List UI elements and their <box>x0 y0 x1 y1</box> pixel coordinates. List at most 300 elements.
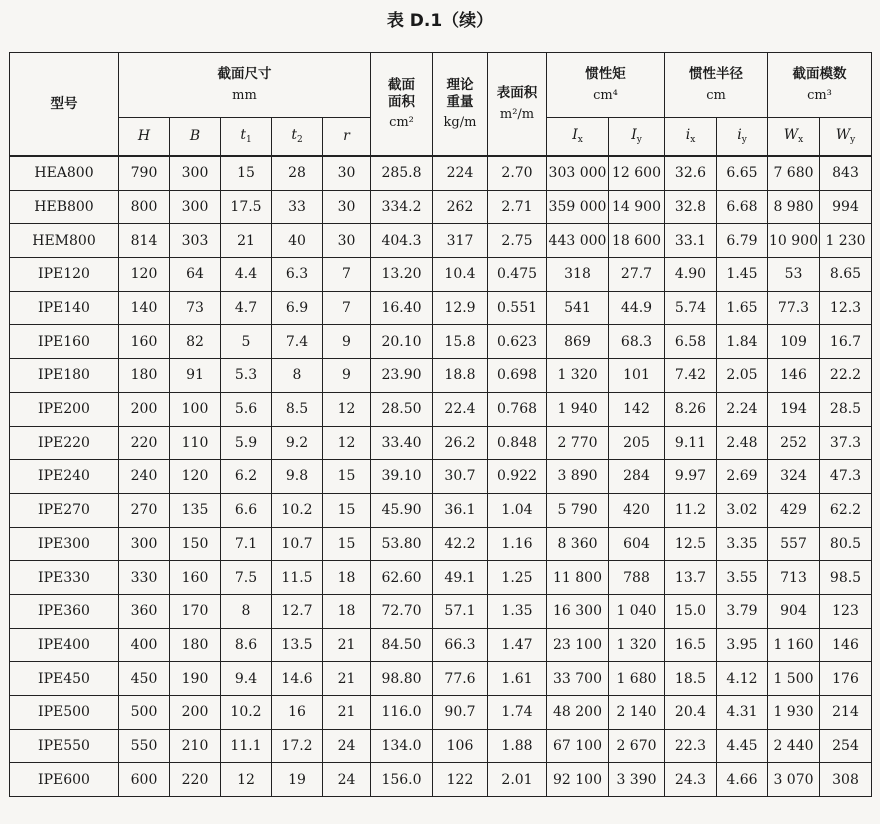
value-cell: 1.45 <box>717 258 768 292</box>
table-row <box>10 190 872 224</box>
value-cell: 13.5 <box>272 628 323 662</box>
value-cell: 160 <box>119 325 170 359</box>
model-cell: HEA800 <box>10 156 119 190</box>
value-cell: 324 <box>768 460 820 494</box>
value-cell: 2.48 <box>717 426 768 460</box>
value-cell: 1.47 <box>488 628 547 662</box>
value-cell: 16.5 <box>665 628 717 662</box>
value-cell: 1 230 <box>820 224 872 258</box>
value-cell: 72.70 <box>371 594 433 628</box>
table-row <box>10 325 872 359</box>
value-cell: 180 <box>119 359 170 393</box>
value-cell: 270 <box>119 493 170 527</box>
value-cell: 17.5 <box>221 190 272 224</box>
value-cell: 10.2 <box>272 493 323 527</box>
value-cell: 4.66 <box>717 763 768 797</box>
model-cell: IPE400 <box>10 628 119 662</box>
value-cell: 146 <box>768 359 820 393</box>
value-cell: 869 <box>547 325 609 359</box>
table-body <box>10 156 872 797</box>
value-cell: 16.7 <box>820 325 872 359</box>
value-cell: 68.3 <box>609 325 665 359</box>
value-cell: 11.2 <box>665 493 717 527</box>
value-cell: 16 300 <box>547 594 609 628</box>
value-cell: 317 <box>433 224 488 258</box>
value-cell: 116.0 <box>371 696 433 730</box>
value-cell: 1 930 <box>768 696 820 730</box>
value-cell: 7.4 <box>272 325 323 359</box>
header-modulus: 截面模数 cm³ <box>768 53 872 118</box>
value-cell: 48 200 <box>547 696 609 730</box>
header-model: 型号 <box>10 53 119 157</box>
value-cell: 604 <box>609 527 665 561</box>
value-cell: 110 <box>170 426 221 460</box>
value-cell: 26.2 <box>433 426 488 460</box>
value-cell: 9.97 <box>665 460 717 494</box>
value-cell: 134.0 <box>371 729 433 763</box>
value-cell: 1 680 <box>609 662 665 696</box>
value-cell: 28 <box>272 156 323 190</box>
table-row <box>10 392 872 426</box>
value-cell: 8.26 <box>665 392 717 426</box>
value-cell: 2.05 <box>717 359 768 393</box>
header-iy: $i_y$ <box>717 118 768 157</box>
value-cell: 28.5 <box>820 392 872 426</box>
value-cell: 7 <box>323 258 371 292</box>
model-cell: IPE600 <box>10 763 119 797</box>
model-cell: HEB800 <box>10 190 119 224</box>
value-cell: 9.2 <box>272 426 323 460</box>
value-cell: 15 <box>323 493 371 527</box>
header-Wy: $W_y$ <box>820 118 872 157</box>
value-cell: 1 040 <box>609 594 665 628</box>
value-cell: 4.12 <box>717 662 768 696</box>
value-cell: 12.7 <box>272 594 323 628</box>
value-cell: 15 <box>323 460 371 494</box>
value-cell: 334.2 <box>371 190 433 224</box>
value-cell: 4.7 <box>221 291 272 325</box>
value-cell: 205 <box>609 426 665 460</box>
header-inertia: 惯性矩 cm⁴ <box>547 53 665 118</box>
value-cell: 30 <box>323 156 371 190</box>
value-cell: 82 <box>170 325 221 359</box>
value-cell: 2 140 <box>609 696 665 730</box>
model-cell: IPE180 <box>10 359 119 393</box>
value-cell: 318 <box>547 258 609 292</box>
value-cell: 210 <box>170 729 221 763</box>
value-cell: 1.16 <box>488 527 547 561</box>
table-row <box>10 156 872 190</box>
value-cell: 6.3 <box>272 258 323 292</box>
model-cell: IPE500 <box>10 696 119 730</box>
model-cell: IPE120 <box>10 258 119 292</box>
table-row <box>10 493 872 527</box>
value-cell: 557 <box>768 527 820 561</box>
value-cell: 150 <box>170 527 221 561</box>
value-cell: 1.35 <box>488 594 547 628</box>
value-cell: 12.5 <box>665 527 717 561</box>
value-cell: 18.8 <box>433 359 488 393</box>
value-cell: 3 070 <box>768 763 820 797</box>
value-cell: 600 <box>119 763 170 797</box>
value-cell: 53 <box>768 258 820 292</box>
value-cell: 44.9 <box>609 291 665 325</box>
value-cell: 308 <box>820 763 872 797</box>
value-cell: 57.1 <box>433 594 488 628</box>
value-cell: 7 680 <box>768 156 820 190</box>
value-cell: 10.7 <box>272 527 323 561</box>
value-cell: 7 <box>323 291 371 325</box>
value-cell: 49.1 <box>433 561 488 595</box>
value-cell: 550 <box>119 729 170 763</box>
value-cell: 303 000 <box>547 156 609 190</box>
value-cell: 300 <box>170 156 221 190</box>
value-cell: 23 100 <box>547 628 609 662</box>
value-cell: 6.2 <box>221 460 272 494</box>
value-cell: 21 <box>323 662 371 696</box>
value-cell: 6.65 <box>717 156 768 190</box>
value-cell: 8 360 <box>547 527 609 561</box>
value-cell: 47.3 <box>820 460 872 494</box>
value-cell: 10 900 <box>768 224 820 258</box>
value-cell: 18 600 <box>609 224 665 258</box>
value-cell: 443 000 <box>547 224 609 258</box>
value-cell: 77.6 <box>433 662 488 696</box>
value-cell: 8 <box>221 594 272 628</box>
value-cell: 106 <box>433 729 488 763</box>
value-cell: 30 <box>323 190 371 224</box>
value-cell: 32.8 <box>665 190 717 224</box>
value-cell: 2 770 <box>547 426 609 460</box>
value-cell: 16 <box>272 696 323 730</box>
value-cell: 37.3 <box>820 426 872 460</box>
value-cell: 24.3 <box>665 763 717 797</box>
value-cell: 18 <box>323 594 371 628</box>
value-cell: 109 <box>768 325 820 359</box>
value-cell: 254 <box>820 729 872 763</box>
value-cell: 156.0 <box>371 763 433 797</box>
header-Wx: $W_x$ <box>768 118 820 157</box>
value-cell: 788 <box>609 561 665 595</box>
value-cell: 80.5 <box>820 527 872 561</box>
value-cell: 18.5 <box>665 662 717 696</box>
model-cell: IPE550 <box>10 729 119 763</box>
value-cell: 91 <box>170 359 221 393</box>
value-cell: 12.9 <box>433 291 488 325</box>
value-cell: 9.4 <box>221 662 272 696</box>
value-cell: 1.61 <box>488 662 547 696</box>
value-cell: 2.01 <box>488 763 547 797</box>
value-cell: 160 <box>170 561 221 595</box>
value-cell: 123 <box>820 594 872 628</box>
value-cell: 12 <box>323 392 371 426</box>
value-cell: 12 <box>323 426 371 460</box>
value-cell: 2.69 <box>717 460 768 494</box>
value-cell: 330 <box>119 561 170 595</box>
section-properties-table <box>9 52 872 797</box>
header-Ix: $I_x$ <box>547 118 609 157</box>
value-cell: 800 <box>119 190 170 224</box>
value-cell: 62.2 <box>820 493 872 527</box>
value-cell: 3.35 <box>717 527 768 561</box>
value-cell: 3.95 <box>717 628 768 662</box>
value-cell: 2.75 <box>488 224 547 258</box>
value-cell: 1.04 <box>488 493 547 527</box>
value-cell: 2.70 <box>488 156 547 190</box>
value-cell: 1.84 <box>717 325 768 359</box>
value-cell: 5 790 <box>547 493 609 527</box>
value-cell: 15.8 <box>433 325 488 359</box>
value-cell: 0.922 <box>488 460 547 494</box>
value-cell: 100 <box>170 392 221 426</box>
model-cell: IPE300 <box>10 527 119 561</box>
value-cell: 3 890 <box>547 460 609 494</box>
value-cell: 0.551 <box>488 291 547 325</box>
table-row <box>10 594 872 628</box>
value-cell: 843 <box>820 156 872 190</box>
value-cell: 404.3 <box>371 224 433 258</box>
value-cell: 5.74 <box>665 291 717 325</box>
header-ix: $i_x$ <box>665 118 717 157</box>
value-cell: 10.4 <box>433 258 488 292</box>
value-cell: 39.10 <box>371 460 433 494</box>
value-cell: 0.698 <box>488 359 547 393</box>
value-cell: 30 <box>323 224 371 258</box>
value-cell: 13.7 <box>665 561 717 595</box>
value-cell: 16.40 <box>371 291 433 325</box>
value-cell: 190 <box>170 662 221 696</box>
value-cell: 22.4 <box>433 392 488 426</box>
header-surface: 表面积 m²/m <box>488 53 547 157</box>
value-cell: 0.848 <box>488 426 547 460</box>
value-cell: 176 <box>820 662 872 696</box>
table-row <box>10 224 872 258</box>
value-cell: 142 <box>609 392 665 426</box>
value-cell: 120 <box>119 258 170 292</box>
value-cell: 22.3 <box>665 729 717 763</box>
value-cell: 262 <box>433 190 488 224</box>
value-cell: 6.68 <box>717 190 768 224</box>
value-cell: 146 <box>820 628 872 662</box>
value-cell: 12 600 <box>609 156 665 190</box>
value-cell: 28.50 <box>371 392 433 426</box>
value-cell: 3.55 <box>717 561 768 595</box>
value-cell: 14 900 <box>609 190 665 224</box>
value-cell: 4.4 <box>221 258 272 292</box>
value-cell: 0.768 <box>488 392 547 426</box>
value-cell: 2.71 <box>488 190 547 224</box>
value-cell: 1 160 <box>768 628 820 662</box>
header-t2: $t_2$ <box>272 118 323 157</box>
header-section-size: 截面尺寸 mm <box>119 53 371 118</box>
value-cell: 12 <box>221 763 272 797</box>
value-cell: 24 <box>323 763 371 797</box>
value-cell: 8 980 <box>768 190 820 224</box>
value-cell: 5.9 <box>221 426 272 460</box>
value-cell: 2 440 <box>768 729 820 763</box>
value-cell: 21 <box>221 224 272 258</box>
value-cell: 15 <box>323 527 371 561</box>
value-cell: 994 <box>820 190 872 224</box>
value-cell: 300 <box>119 527 170 561</box>
header-r: r <box>323 118 371 157</box>
table-row <box>10 460 872 494</box>
value-cell: 220 <box>170 763 221 797</box>
table-row <box>10 763 872 797</box>
table-row <box>10 561 872 595</box>
value-cell: 200 <box>170 696 221 730</box>
value-cell: 18 <box>323 561 371 595</box>
value-cell: 40 <box>272 224 323 258</box>
value-cell: 0.475 <box>488 258 547 292</box>
value-cell: 220 <box>119 426 170 460</box>
value-cell: 20.10 <box>371 325 433 359</box>
table-row <box>10 729 872 763</box>
value-cell: 284 <box>609 460 665 494</box>
value-cell: 92 100 <box>547 763 609 797</box>
table-caption: 表 D.1（续） <box>386 11 494 31</box>
value-cell: 84.50 <box>371 628 433 662</box>
value-cell: 303 <box>170 224 221 258</box>
value-cell: 10.2 <box>221 696 272 730</box>
value-cell: 42.2 <box>433 527 488 561</box>
value-cell: 140 <box>119 291 170 325</box>
value-cell: 1 940 <box>547 392 609 426</box>
value-cell: 8 <box>272 359 323 393</box>
value-cell: 64 <box>170 258 221 292</box>
value-cell: 240 <box>119 460 170 494</box>
value-cell: 3 390 <box>609 763 665 797</box>
value-cell: 420 <box>609 493 665 527</box>
value-cell: 359 000 <box>547 190 609 224</box>
value-cell: 3.79 <box>717 594 768 628</box>
value-cell: 33.40 <box>371 426 433 460</box>
value-cell: 21 <box>323 628 371 662</box>
value-cell: 1 320 <box>547 359 609 393</box>
value-cell: 194 <box>768 392 820 426</box>
header-area: 截面 面积 cm² <box>371 53 433 157</box>
table-row <box>10 258 872 292</box>
model-cell: IPE450 <box>10 662 119 696</box>
value-cell: 30.7 <box>433 460 488 494</box>
value-cell: 450 <box>119 662 170 696</box>
value-cell: 9.11 <box>665 426 717 460</box>
model-cell: HEM800 <box>10 224 119 258</box>
value-cell: 33 <box>272 190 323 224</box>
value-cell: 180 <box>170 628 221 662</box>
header-radius: 惯性半径 cm <box>665 53 768 118</box>
model-cell: IPE330 <box>10 561 119 595</box>
table-row <box>10 426 872 460</box>
value-cell: 9 <box>323 359 371 393</box>
value-cell: 1 320 <box>609 628 665 662</box>
value-cell: 5.6 <box>221 392 272 426</box>
value-cell: 8.5 <box>272 392 323 426</box>
table-header <box>10 53 872 157</box>
value-cell: 21 <box>323 696 371 730</box>
value-cell: 224 <box>433 156 488 190</box>
value-cell: 11.1 <box>221 729 272 763</box>
value-cell: 15.0 <box>665 594 717 628</box>
value-cell: 429 <box>768 493 820 527</box>
value-cell: 814 <box>119 224 170 258</box>
value-cell: 98.5 <box>820 561 872 595</box>
header-Iy: $I_y$ <box>609 118 665 157</box>
value-cell: 200 <box>119 392 170 426</box>
value-cell: 4.90 <box>665 258 717 292</box>
value-cell: 4.31 <box>717 696 768 730</box>
value-cell: 67 100 <box>547 729 609 763</box>
value-cell: 135 <box>170 493 221 527</box>
model-cell: IPE200 <box>10 392 119 426</box>
table-row <box>10 527 872 561</box>
value-cell: 1.25 <box>488 561 547 595</box>
value-cell: 11 800 <box>547 561 609 595</box>
value-cell: 98.80 <box>371 662 433 696</box>
header-weight: 理论 重量 kg/m <box>433 53 488 157</box>
value-cell: 4.45 <box>717 729 768 763</box>
value-cell: 2 670 <box>609 729 665 763</box>
value-cell: 252 <box>768 426 820 460</box>
value-cell: 122 <box>433 763 488 797</box>
table-row <box>10 696 872 730</box>
value-cell: 1 500 <box>768 662 820 696</box>
value-cell: 12.3 <box>820 291 872 325</box>
value-cell: 120 <box>170 460 221 494</box>
value-cell: 11.5 <box>272 561 323 595</box>
value-cell: 13.20 <box>371 258 433 292</box>
value-cell: 1.74 <box>488 696 547 730</box>
value-cell: 400 <box>119 628 170 662</box>
value-cell: 0.623 <box>488 325 547 359</box>
value-cell: 45.90 <box>371 493 433 527</box>
value-cell: 24 <box>323 729 371 763</box>
value-cell: 904 <box>768 594 820 628</box>
value-cell: 8.6 <box>221 628 272 662</box>
value-cell: 90.7 <box>433 696 488 730</box>
model-cell: IPE220 <box>10 426 119 460</box>
value-cell: 73 <box>170 291 221 325</box>
value-cell: 7.42 <box>665 359 717 393</box>
value-cell: 6.6 <box>221 493 272 527</box>
value-cell: 36.1 <box>433 493 488 527</box>
value-cell: 33 700 <box>547 662 609 696</box>
value-cell: 9.8 <box>272 460 323 494</box>
value-cell: 23.90 <box>371 359 433 393</box>
model-cell: IPE160 <box>10 325 119 359</box>
value-cell: 790 <box>119 156 170 190</box>
value-cell: 2.24 <box>717 392 768 426</box>
table-row <box>10 359 872 393</box>
value-cell: 6.79 <box>717 224 768 258</box>
value-cell: 8.65 <box>820 258 872 292</box>
model-cell: IPE240 <box>10 460 119 494</box>
model-cell: IPE140 <box>10 291 119 325</box>
value-cell: 20.4 <box>665 696 717 730</box>
table-row <box>10 662 872 696</box>
value-cell: 500 <box>119 696 170 730</box>
value-cell: 22.2 <box>820 359 872 393</box>
model-cell: IPE270 <box>10 493 119 527</box>
header-B: B <box>170 118 221 157</box>
value-cell: 300 <box>170 190 221 224</box>
table-row <box>10 291 872 325</box>
value-cell: 360 <box>119 594 170 628</box>
value-cell: 713 <box>768 561 820 595</box>
value-cell: 7.5 <box>221 561 272 595</box>
value-cell: 6.58 <box>665 325 717 359</box>
value-cell: 33.1 <box>665 224 717 258</box>
